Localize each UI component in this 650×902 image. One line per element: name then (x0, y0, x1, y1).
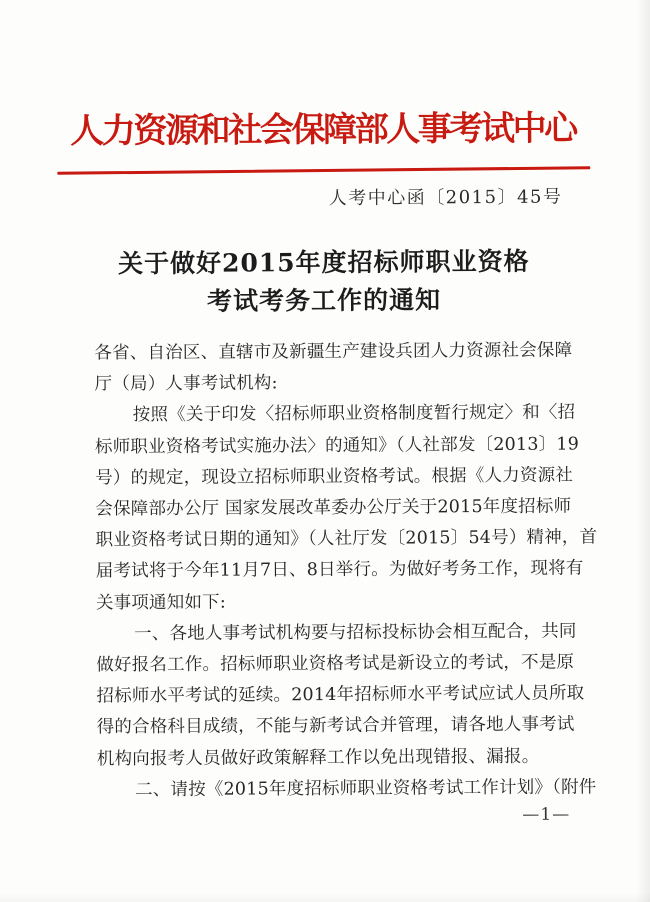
body-line: 届考试将于今年11月7日、8日举行。为做好考务工作，现将有 (95, 558, 584, 582)
notice-title-line-1: 关于做好2015年度招标师职业资格 (117, 246, 530, 279)
body-line: 按照《关于印发〈招标师职业资格制度暂行规定〉和〈招 (132, 402, 576, 426)
letterhead-title: 人力资源和社会保障部人事考试中心 (70, 108, 576, 152)
page-number: —1— (522, 804, 571, 825)
body-line: 机构向报考人员做好政策解释工作以免出现错报、漏报。 (96, 746, 540, 770)
body-line: 各省、自治区、直辖市及新疆生产建设兵团人力资源社会保障 (94, 340, 573, 364)
body-line: 会保障部办公厅 国家发展改革委办公厅关于2015年度招标师 (95, 496, 572, 520)
letterhead-separator-line (57, 166, 590, 175)
body-line-salutation: 厅（局）人事考试机构: (94, 373, 278, 395)
body-line: 标师职业资格考试实施办法〉的通知》（人社部发〔2013〕19 (94, 434, 580, 458)
body-line: 关事项通知如下: (95, 592, 226, 614)
body-line: 得的合格科目成绩，不能与新考试合并管理，请各地人事考试 (96, 714, 575, 738)
body-line: 职业资格考试日期的通知》（人社厅发〔2015〕54号）精神，首 (95, 527, 598, 551)
notice-body (94, 336, 598, 807)
document-number: 人考中心函〔2015〕45号 (328, 186, 563, 209)
notice-title-line-2: 考试考务工作的通知 (206, 285, 442, 316)
body-line: 号）的规定，现设立招标师职业资格考试。根据《人力资源社 (95, 465, 574, 489)
body-line-item-1: 一、各地人事考试机构要与招标投标协会相互配合，共同 (134, 621, 577, 644)
body-line: 招标师水平考试的延续。2014年招标师水平考试应试人员所取 (96, 683, 585, 707)
body-line-item-2: 二、请按《2015年度招标师职业资格考试工作计划》（附件 (135, 777, 597, 801)
body-line: 做好报名工作。招标师职业资格考试是新设立的考试，不是原 (96, 652, 575, 676)
notice-title (0, 242, 649, 322)
